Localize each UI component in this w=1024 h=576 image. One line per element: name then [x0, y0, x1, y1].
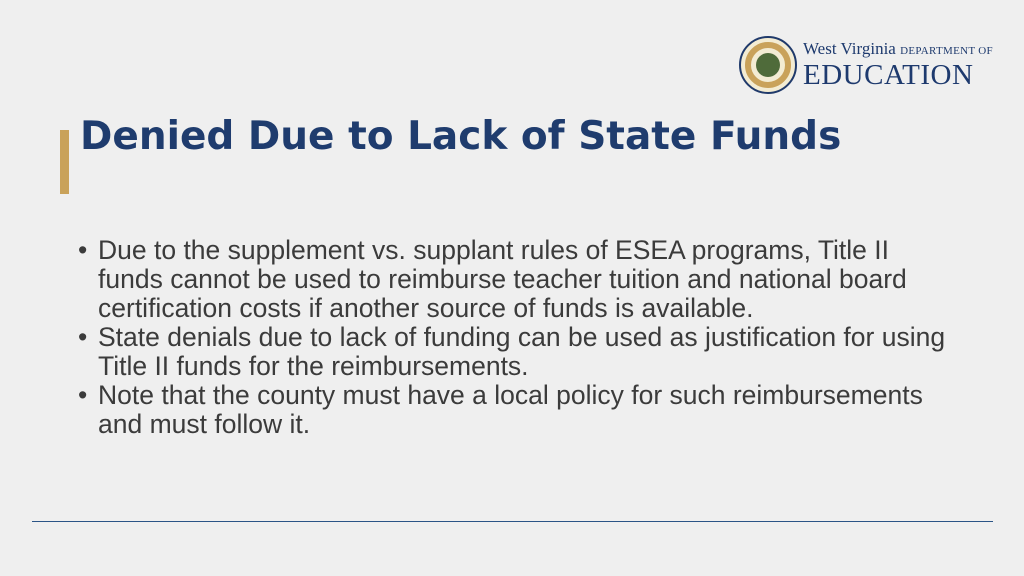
bullet-list [74, 236, 954, 439]
logo-line-1 [803, 40, 993, 60]
title-accent-bar [60, 130, 69, 194]
bullet-item: • State denials due to lack of funding can be used as justification for using Title II funds for the reimbursements. [74, 323, 954, 381]
bullet-item: • Due to the supplement vs. supplant rules of ESEA programs, Title II funds cannot be used to reimburse teacher tuition and national board certification costs if another source of funds is available. [74, 236, 954, 323]
wv-education-logo [739, 36, 993, 94]
logo-wordmark [803, 40, 993, 90]
logo-state-name: West Virginia [803, 39, 896, 58]
logo-education: EDUCATION [803, 59, 974, 91]
state-seal-icon [739, 36, 797, 94]
bullet-item: • Note that the county must have a local policy for such reimbursements and must follow it. [74, 381, 954, 439]
slide-title: Denied Due to Lack of State Funds [80, 114, 842, 159]
seal-center [756, 53, 780, 77]
logo-department-of: DEPARTMENT OF [900, 45, 993, 57]
footer-divider [32, 521, 993, 522]
